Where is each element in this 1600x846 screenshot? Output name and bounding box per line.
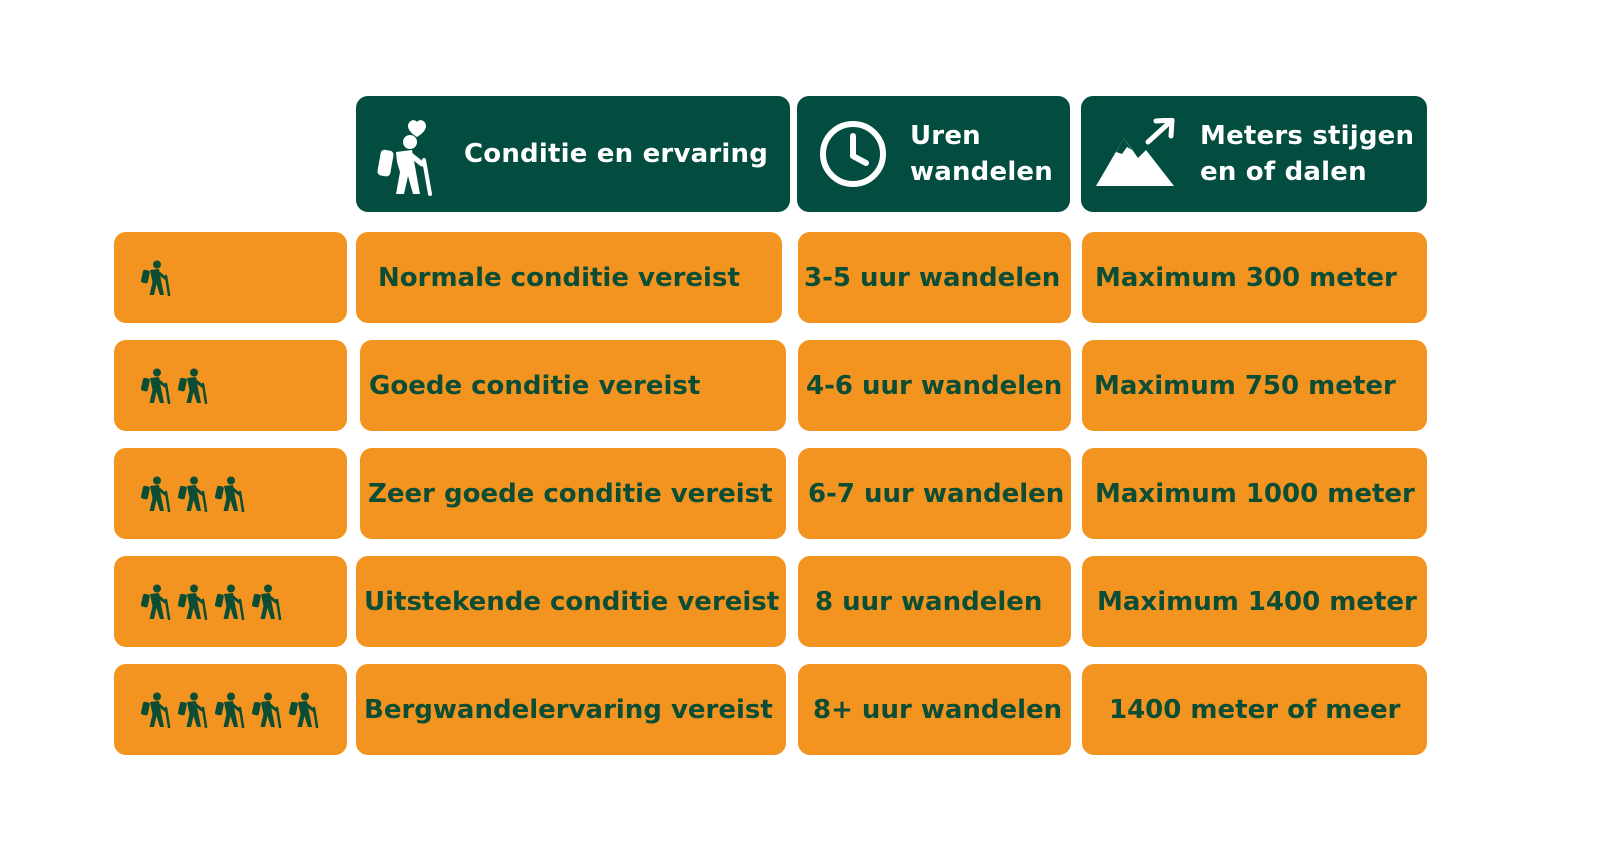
condition-cell-1 — [356, 232, 782, 323]
header-meters-line1: Meters stijgen — [1200, 121, 1415, 151]
condition-text-1: Normale conditie vereist — [378, 262, 740, 293]
condition-text-2: Goede conditie vereist — [369, 370, 701, 401]
condition-cell-2 — [360, 340, 786, 431]
meters-text-1: Maximum 300 meter — [1095, 262, 1397, 293]
level-cell-4 — [114, 556, 347, 647]
hours-cell-4 — [798, 556, 1071, 647]
header-hours-label — [910, 118, 1053, 190]
level-hikers-4 — [140, 584, 283, 620]
level-hikers-5 — [140, 692, 320, 728]
header-condition-label: Conditie en ervaring — [464, 139, 769, 169]
level-cell-1 — [114, 232, 347, 323]
header-meters-label — [1200, 118, 1414, 190]
hours-text-1: 3-5 uur wandelen — [804, 262, 1061, 293]
hiker-icon — [214, 476, 246, 512]
header-meters — [1081, 96, 1427, 212]
hours-cell-3 — [798, 448, 1071, 539]
hours-cell-2 — [798, 340, 1071, 431]
hours-cell-5 — [798, 664, 1071, 755]
hiker-icon — [288, 692, 320, 728]
hours-text-4: 8 uur wandelen — [815, 586, 1043, 617]
hiker-icon — [140, 692, 172, 728]
hiker-icon — [140, 368, 172, 404]
meters-text-4: Maximum 1400 meter — [1097, 586, 1417, 617]
header-hours-line2: wandelen — [910, 157, 1053, 187]
hiker-icon — [177, 584, 209, 620]
hours-text-3: 6-7 uur wandelen — [808, 478, 1065, 509]
hiker-heart-icon — [376, 112, 444, 196]
meters-cell-3 — [1082, 448, 1427, 539]
meters-cell-4 — [1082, 556, 1427, 647]
meters-text-2: Maximum 750 meter — [1094, 370, 1396, 401]
condition-text-4: Uitstekende conditie vereist — [364, 586, 780, 617]
meters-cell-2 — [1082, 340, 1427, 431]
condition-text-3: Zeer goede conditie vereist — [368, 478, 773, 509]
header-hours — [797, 96, 1070, 212]
level-cell-5 — [114, 664, 347, 755]
level-cell-3 — [114, 448, 347, 539]
hiker-icon — [214, 692, 246, 728]
hours-text-5: 8+ uur wandelen — [813, 694, 1063, 725]
meters-cell-5 — [1082, 664, 1427, 755]
hiker-icon — [251, 584, 283, 620]
hiker-icon — [177, 476, 209, 512]
meters-text-5: 1400 meter of meer — [1109, 694, 1401, 725]
hiker-icon — [251, 692, 283, 728]
hiker-icon — [177, 368, 209, 404]
meters-text-3: Maximum 1000 meter — [1095, 478, 1415, 509]
hiker-icon — [140, 260, 172, 296]
condition-text-5: Bergwandelervaring vereist — [364, 694, 773, 725]
hiker-icon — [140, 476, 172, 512]
mountain-arrow-icon — [1094, 118, 1176, 190]
clock-icon — [818, 119, 888, 189]
level-hikers-2 — [140, 368, 209, 404]
condition-cell-4 — [356, 556, 786, 647]
hours-cell-1 — [798, 232, 1071, 323]
hiker-icon — [140, 584, 172, 620]
hiker-icon — [214, 584, 246, 620]
condition-cell-3 — [360, 448, 786, 539]
level-hikers-1 — [140, 260, 172, 296]
level-hikers-3 — [140, 476, 246, 512]
level-cell-2 — [114, 340, 347, 431]
header-meters-line2: en of dalen — [1200, 157, 1367, 187]
condition-cell-5 — [356, 664, 786, 755]
hiker-icon — [177, 692, 209, 728]
header-hours-line1: Uren — [910, 121, 981, 151]
hours-text-2: 4-6 uur wandelen — [806, 370, 1063, 401]
header-condition — [356, 96, 790, 212]
meters-cell-1 — [1082, 232, 1427, 323]
